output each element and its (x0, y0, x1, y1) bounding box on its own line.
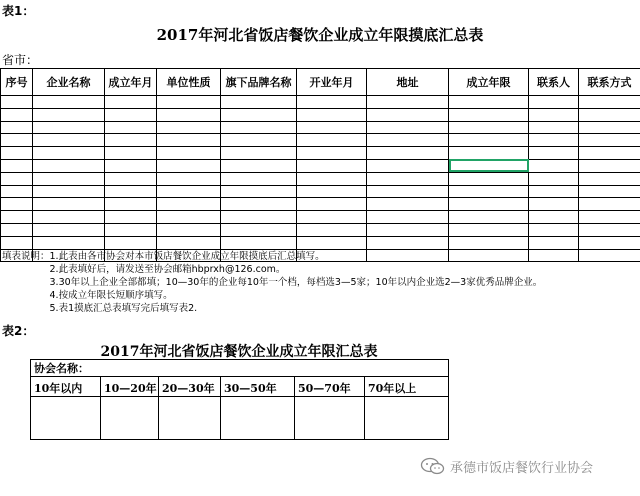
table-cell[interactable] (449, 159, 529, 172)
table-cell[interactable] (449, 172, 529, 185)
table-cell[interactable] (367, 172, 449, 185)
table-cell[interactable] (1, 121, 33, 134)
table-cell[interactable] (297, 121, 367, 134)
table-cell[interactable] (529, 134, 579, 147)
table-row (1, 172, 640, 185)
t2-header-50-70: 50—70年 (295, 377, 365, 397)
table-cell[interactable] (367, 198, 449, 211)
table-cell[interactable] (157, 211, 221, 224)
table-cell[interactable] (449, 96, 529, 109)
table-cell[interactable] (221, 236, 297, 249)
association-name-label: 协会名称： (34, 362, 89, 375)
table-cell[interactable] (157, 198, 221, 211)
table-cell[interactable] (529, 159, 579, 172)
table-cell[interactable] (1, 134, 33, 147)
table-cell[interactable] (297, 159, 367, 172)
table-row (1, 134, 640, 147)
table-cell[interactable] (33, 172, 105, 185)
t2-cell[interactable] (365, 397, 449, 440)
table-cell[interactable] (1, 172, 33, 185)
header-company-name: 企业名称 (33, 69, 105, 96)
t2-header-over-70: 70年以上 (365, 377, 449, 397)
table-cell[interactable] (221, 185, 297, 198)
table-cell[interactable] (221, 172, 297, 185)
table-cell[interactable] (529, 223, 579, 236)
header-opening-date: 开业年月 (297, 69, 367, 96)
table-cell[interactable] (105, 223, 157, 236)
header-founded-date: 成立年月 (105, 69, 157, 96)
table-row (1, 121, 640, 134)
table-cell[interactable] (221, 96, 297, 109)
note-item: 2.此表填好后，请发送至协会邮箱hbprxh@126.com。 (49, 264, 286, 275)
summary-table-2 (30, 359, 449, 440)
table-cell[interactable] (157, 134, 221, 147)
province-label: 省市： (2, 53, 39, 67)
table-cell[interactable] (529, 147, 579, 160)
table-row (1, 223, 640, 236)
table-cell[interactable] (367, 134, 449, 147)
table-cell[interactable] (529, 185, 579, 198)
table-cell[interactable] (33, 223, 105, 236)
table-cell[interactable] (33, 211, 105, 224)
watermark (420, 456, 593, 476)
table-cell[interactable] (579, 185, 640, 198)
table-cell[interactable] (221, 147, 297, 160)
table-cell[interactable] (33, 185, 105, 198)
table-cell[interactable] (1, 159, 33, 172)
table-cell[interactable] (297, 147, 367, 160)
table-cell[interactable] (367, 223, 449, 236)
table-cell[interactable] (449, 236, 529, 249)
table-row (1, 108, 640, 121)
table-cell[interactable] (449, 198, 529, 211)
table-cell[interactable] (105, 198, 157, 211)
table-cell[interactable] (105, 108, 157, 121)
t2-header-30-50: 30—50年 (221, 377, 295, 397)
table-cell[interactable] (33, 159, 105, 172)
table-cell[interactable] (221, 121, 297, 134)
table-cell[interactable] (221, 198, 297, 211)
table-cell[interactable] (157, 236, 221, 249)
table-cell[interactable] (157, 121, 221, 134)
table-cell[interactable] (1, 236, 33, 249)
table-cell[interactable] (33, 96, 105, 109)
table-cell[interactable] (529, 236, 579, 249)
t2-header-under-10: 10年以内 (31, 377, 101, 397)
note-item: 3.30年以上企业全部都填；10—30年的企业每10年一个档，每档选3—5家；10年以内企业选2—3家优秀品牌企业。 (49, 277, 543, 288)
table-cell[interactable] (297, 134, 367, 147)
table2-title: 2017年河北省饭店餐饮企业成立年限汇总表 (100, 344, 378, 360)
table-cell[interactable] (297, 172, 367, 185)
table-cell[interactable] (105, 236, 157, 249)
table-cell[interactable] (1, 108, 33, 121)
table-cell[interactable] (33, 134, 105, 147)
t2-cell[interactable] (295, 397, 365, 440)
header-unit-type: 单位性质 (157, 69, 221, 96)
header-years-established: 成立年限 (449, 69, 529, 96)
table-cell[interactable] (579, 159, 640, 172)
form-notes (2, 250, 638, 315)
table-cell[interactable] (449, 108, 529, 121)
table1-label: 表1： (2, 4, 35, 18)
header-index: 序号 (1, 69, 33, 96)
table-cell[interactable] (157, 223, 221, 236)
table-cell[interactable] (529, 172, 579, 185)
table-cell[interactable] (157, 147, 221, 160)
table-cell[interactable] (449, 185, 529, 198)
table-cell[interactable] (1, 147, 33, 160)
table-cell[interactable] (579, 198, 640, 211)
table-cell[interactable] (529, 211, 579, 224)
note-item: 5.表1摸底汇总表填写完后填写表2. (49, 303, 198, 314)
table-cell[interactable] (579, 134, 640, 147)
table-cell[interactable] (579, 121, 640, 134)
wechat-icon (420, 456, 446, 476)
table-cell[interactable] (1, 223, 33, 236)
table-cell[interactable] (367, 147, 449, 160)
table-cell[interactable] (1, 96, 33, 109)
table-cell[interactable] (367, 108, 449, 121)
t2-cell[interactable] (101, 397, 159, 440)
table-cell[interactable] (1, 211, 33, 224)
table-cell[interactable] (105, 134, 157, 147)
table-cell[interactable] (33, 121, 105, 134)
t2-header-10-20: 10—20年 (101, 377, 159, 397)
table-cell[interactable] (157, 159, 221, 172)
table-cell[interactable] (449, 223, 529, 236)
table-cell[interactable] (1, 185, 33, 198)
table-cell[interactable] (449, 147, 529, 160)
table-cell[interactable] (579, 147, 640, 160)
table-cell[interactable] (449, 121, 529, 134)
table-cell[interactable] (221, 211, 297, 224)
table-cell[interactable] (105, 159, 157, 172)
table-cell[interactable] (529, 96, 579, 109)
table-cell[interactable] (157, 172, 221, 185)
table-cell[interactable] (221, 108, 297, 121)
table-cell[interactable] (579, 96, 640, 109)
table-cell[interactable] (157, 108, 221, 121)
table-cell[interactable] (33, 147, 105, 160)
table1-title: 2017年河北省饭店餐饮企业成立年限摸底汇总表 (156, 26, 484, 44)
table-cell[interactable] (33, 108, 105, 121)
table-cell[interactable] (529, 198, 579, 211)
table-cell[interactable] (297, 108, 367, 121)
table-cell[interactable] (105, 172, 157, 185)
table-cell[interactable] (449, 134, 529, 147)
table-cell[interactable] (449, 211, 529, 224)
table-cell[interactable] (579, 108, 640, 121)
table-cell[interactable] (33, 236, 105, 249)
table-cell[interactable] (367, 185, 449, 198)
table-row (1, 211, 640, 224)
table-row (1, 159, 640, 172)
table2-label: 表2： (2, 324, 35, 338)
notes-lead: 填表说明： (2, 251, 50, 262)
table-cell[interactable] (367, 159, 449, 172)
table-row (1, 198, 640, 211)
table-cell[interactable] (297, 236, 367, 249)
table-cell[interactable] (579, 172, 640, 185)
table-cell[interactable] (529, 108, 579, 121)
table-cell[interactable] (221, 159, 297, 172)
table-row (1, 185, 640, 198)
table-cell[interactable] (33, 198, 105, 211)
table-cell[interactable] (221, 223, 297, 236)
table-cell[interactable] (579, 236, 640, 249)
summary-table-1 (0, 68, 640, 262)
note-item: 4.按成立年限长短顺序填写。 (49, 290, 173, 301)
table-cell[interactable] (297, 96, 367, 109)
header-contact-info: 联系方式 (579, 69, 640, 96)
table-row (1, 147, 640, 160)
table-cell[interactable] (297, 198, 367, 211)
table-cell[interactable] (297, 185, 367, 198)
table-cell[interactable] (579, 223, 640, 236)
t2-cell[interactable] (159, 397, 221, 440)
t2-cell[interactable] (221, 397, 295, 440)
table-cell[interactable] (105, 96, 157, 109)
table-cell[interactable] (105, 147, 157, 160)
t2-cell[interactable] (31, 397, 101, 440)
header-brand-name: 旗下品牌名称 (221, 69, 297, 96)
header-address: 地址 (367, 69, 449, 96)
table-row (1, 96, 640, 109)
table-cell[interactable] (529, 121, 579, 134)
note-item: 1.此表由各市协会对本市饭店餐饮企业成立年限摸底后汇总填写。 (49, 251, 325, 262)
table-cell[interactable] (221, 134, 297, 147)
table-cell[interactable] (367, 211, 449, 224)
table-cell[interactable] (157, 96, 221, 109)
table-row (1, 236, 640, 249)
watermark-text: 承德市饭店餐饮行业协会 (450, 460, 594, 476)
table-cell[interactable] (297, 223, 367, 236)
table-cell[interactable] (367, 121, 449, 134)
association-name-cell[interactable] (31, 360, 449, 377)
table-cell[interactable] (367, 236, 449, 249)
table-cell[interactable] (157, 185, 221, 198)
table-cell[interactable] (297, 211, 367, 224)
table-cell[interactable] (105, 211, 157, 224)
table-cell[interactable] (367, 96, 449, 109)
table-cell[interactable] (105, 121, 157, 134)
table-cell[interactable] (1, 198, 33, 211)
t2-header-20-30: 20—30年 (159, 377, 221, 397)
table-cell[interactable] (579, 211, 640, 224)
table-cell[interactable] (105, 185, 157, 198)
header-contact-person: 联系人 (529, 69, 579, 96)
table1-header-row (1, 69, 640, 96)
